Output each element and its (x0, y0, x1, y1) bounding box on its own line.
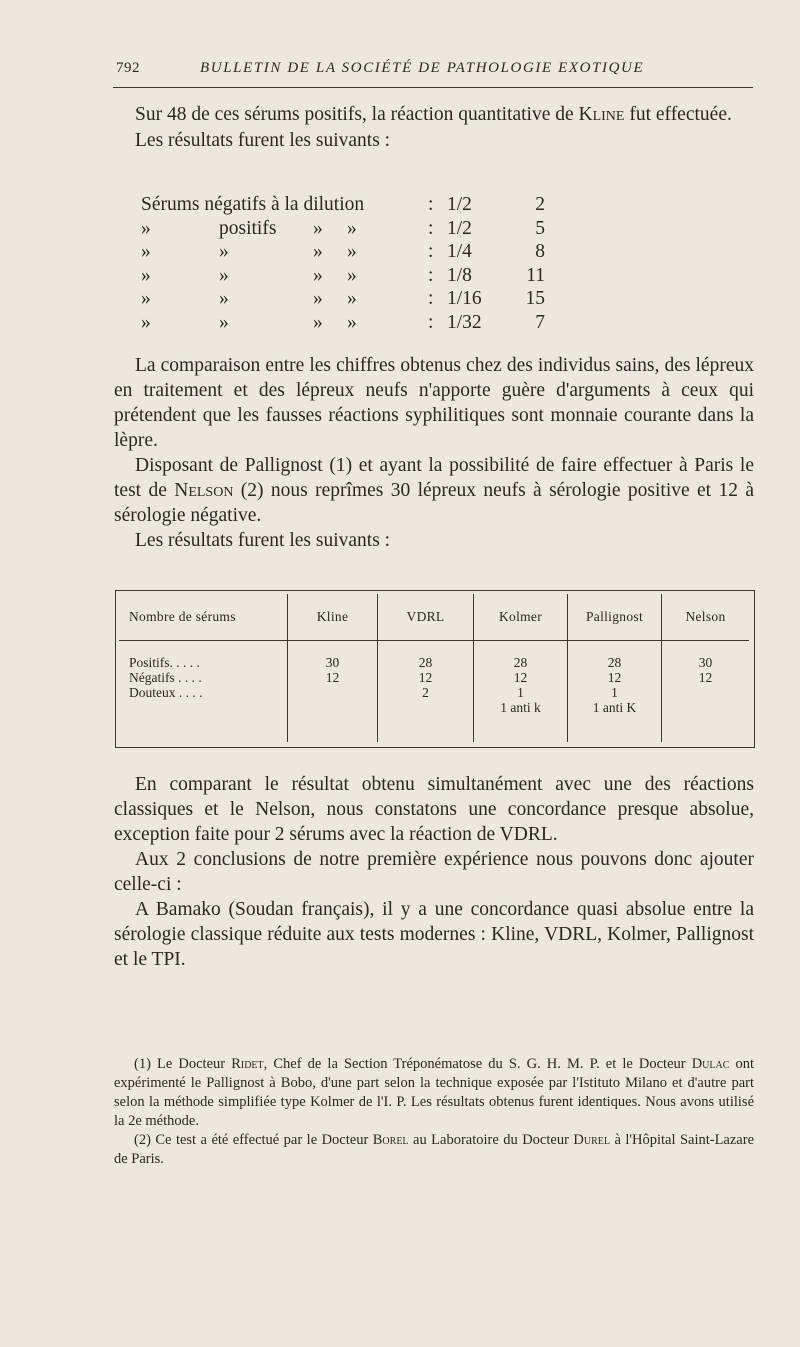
column-nelson (662, 641, 750, 743)
table-cell: 1 anti k (500, 700, 541, 715)
dilution-c1: Sérums négatifs à la dilution (141, 194, 365, 215)
paragraph-conclusions: Aux 2 conclusions de notre première expérience nous pouvons donc ajouter celle-ci : (114, 849, 754, 895)
dilution-c3: » (313, 264, 323, 286)
dilution-count: 8 (535, 241, 545, 263)
footnote-2-text-a: (2) Ce test a été effectué par le Docteur (134, 1132, 373, 1148)
dilution-colon: : (428, 264, 434, 286)
dilution-c4: » (347, 311, 357, 333)
dilution-row (141, 265, 561, 289)
dilution-row (141, 218, 561, 242)
paragraph-concordance: En comparant le résultat obtenu simultanément avec une des réactions classiques et le Nelson, nous constatons une concordance presque absolue, exception faite pour 2 sérums avec la réaction de VDRL. (114, 774, 754, 845)
dilution-c1: » (141, 264, 151, 286)
dilution-c3: » (313, 288, 323, 310)
table-header: Kolmer (474, 594, 568, 641)
table-cell (288, 700, 377, 715)
dilution-c1: » (141, 311, 151, 333)
table-cell (662, 700, 749, 715)
paragraph-nelson-text-b: (2) nous reprîmes 30 lépreux neufs à sérologie positive et 12 à sérologie négative. (114, 480, 754, 526)
table-cell: 28 (513, 655, 528, 670)
dilution-c4: » (347, 288, 357, 310)
paragraph-comparison: La comparaison entre les chiffres obtenus chez des individus sains, des lépreux en traitement et des lépreux neufs n'apporte guère d'arguments à ceux qui prétendent que les fausses réactions syphilitiques sont monnaie courante dans la lèpre. (114, 355, 754, 451)
dilution-c2: positifs (219, 217, 277, 239)
row-label-douteux: Douteux . . . . (129, 685, 203, 700)
paragraph-bamako: A Bamako (Soudan français), il y a une concordance quasi absolue entre la sérologie classique réduite aux tests modernes : Kline, VDRL, Kolmer, Pallignost et le TPI. (114, 899, 754, 970)
dilution-frac: 1/16 (447, 288, 482, 310)
footnote-2-text-c: à l'Hôpital Saint-Lazare de Paris. (114, 1132, 755, 1167)
dilution-frac: 1/2 (447, 194, 472, 215)
name-nelson: Nelson (174, 480, 234, 501)
comparison-text (114, 353, 754, 553)
dilution-row (141, 288, 561, 312)
dilution-row (141, 241, 561, 265)
name-borel: Borel (372, 1132, 409, 1148)
column-kolmer (474, 641, 568, 743)
row-label-positifs: Positifs. . . . . (129, 655, 200, 670)
table-cell: 28 (418, 655, 433, 670)
dilution-row (141, 312, 561, 336)
table-cell (288, 685, 377, 700)
dilution-c4: » (347, 264, 357, 286)
table-cell (378, 700, 473, 715)
table-cell: 12 (607, 670, 622, 685)
dilution-frac: 1/4 (447, 241, 472, 263)
dilution-count: 15 (525, 288, 545, 310)
dilution-c2: » (219, 241, 229, 263)
dilution-c4: » (347, 217, 357, 239)
dilution-colon: : (428, 194, 434, 215)
dilution-colon: : (428, 217, 434, 239)
dilution-c1: » (141, 288, 151, 310)
table-cell: 12 (325, 670, 340, 685)
dilution-list (141, 194, 561, 336)
paragraph-kline (114, 102, 754, 127)
table-header: Pallignost (568, 594, 662, 641)
table-header: Nelson (662, 594, 750, 641)
dilution-colon: : (428, 311, 434, 333)
column-kline (288, 641, 378, 743)
dilution-c2: » (219, 264, 229, 286)
dilution-count: 7 (535, 311, 545, 333)
dilution-row (141, 194, 561, 218)
table-cell: 30 (698, 655, 713, 670)
column-vdrl (378, 641, 474, 743)
table-body-row (119, 641, 749, 743)
paragraph-nelson (114, 453, 754, 528)
name-ridet: Ridet (231, 1056, 264, 1072)
column-pallignost (568, 641, 662, 743)
table-cell: 2 (422, 685, 429, 700)
table-cell: 12 (698, 670, 713, 685)
table-cell: 30 (325, 655, 340, 670)
paragraph-results-intro: Les résultats furent les suivants : (135, 130, 391, 151)
footnote-1-text-b: , Chef de la Section Tréponématose du S. G. H. M. P. et le Docteur (263, 1056, 692, 1072)
dilution-frac: 1/2 (447, 217, 472, 239)
dilution-c2: » (219, 311, 229, 333)
name-dulac: Dulac (691, 1056, 730, 1072)
footnote-1-text-c: ont expérimenté le Pallignost à Bobo, d'une part selon la technique exposée par l'Istituto Milano et d'autre part selon la méthode simplifiée type Kolmer de l'I. P. Les résultats obtenus furent identiques. Nous avons utilisé la 2e méthode. (114, 1056, 755, 1129)
dilution-c3: » (313, 241, 323, 263)
name-durel: Durel (573, 1132, 610, 1148)
dilution-count: 2 (535, 194, 545, 215)
table-header: Kline (288, 594, 378, 641)
running-title: BULLETIN DE LA SOCIÉTÉ DE PATHOLOGIE EXOTIQUE (200, 60, 645, 76)
dilution-frac: 1/32 (447, 311, 482, 333)
table-cell: 1 (611, 685, 618, 700)
footnote-1-text-a: (1) Le Docteur (134, 1056, 232, 1072)
table-cell: 1 anti K (592, 700, 637, 715)
results-table (119, 594, 749, 742)
paragraph-kline-text-b: fut effectuée. (624, 104, 732, 125)
intro-text (114, 102, 754, 153)
table-cell: 1 (517, 685, 524, 700)
dilution-c3: » (313, 311, 323, 333)
dilution-c2: » (219, 288, 229, 310)
footnote-2-text-b: au Laboratoire du Docteur (408, 1132, 574, 1148)
dilution-colon: : (428, 241, 434, 263)
dilution-c3: » (313, 217, 323, 239)
table-cell: 28 (607, 655, 622, 670)
dilution-frac: 1/8 (447, 264, 472, 286)
dilution-c4: » (347, 241, 357, 263)
paragraph-kline-text-a: Sur 48 de ces sérums positifs, la réaction quantitative de (135, 104, 579, 125)
dilution-count: 11 (526, 264, 545, 286)
dilution-colon: : (428, 288, 434, 310)
table-header: Nombre de sérums (119, 594, 288, 641)
table-cell: 12 (418, 670, 433, 685)
row-label-negatifs: Négatifs . . . . (129, 670, 202, 685)
header-rule (113, 87, 753, 88)
row-labels-cell (119, 641, 288, 743)
paragraph-nelson-text-a: Disposant de Pallignost (1) et ayant la possibilité de faire effectuer à Paris le test de (114, 455, 754, 501)
footnote-2 (114, 1131, 754, 1169)
table-header-row (119, 594, 749, 641)
footnotes (114, 1055, 754, 1169)
paragraph-results-intro-2: Les résultats furent les suivants : (135, 530, 391, 551)
dilution-c1: » (141, 241, 151, 263)
table-cell (662, 685, 749, 700)
name-kline: Kline (578, 104, 625, 125)
table-header: VDRL (378, 594, 474, 641)
conclusion-text (114, 772, 754, 972)
dilution-c1: » (141, 217, 151, 239)
footnote-1 (114, 1055, 754, 1131)
table-cell: 12 (513, 670, 528, 685)
results-table-frame (115, 590, 755, 748)
page-number: 792 (116, 60, 140, 76)
dilution-count: 5 (535, 217, 545, 239)
